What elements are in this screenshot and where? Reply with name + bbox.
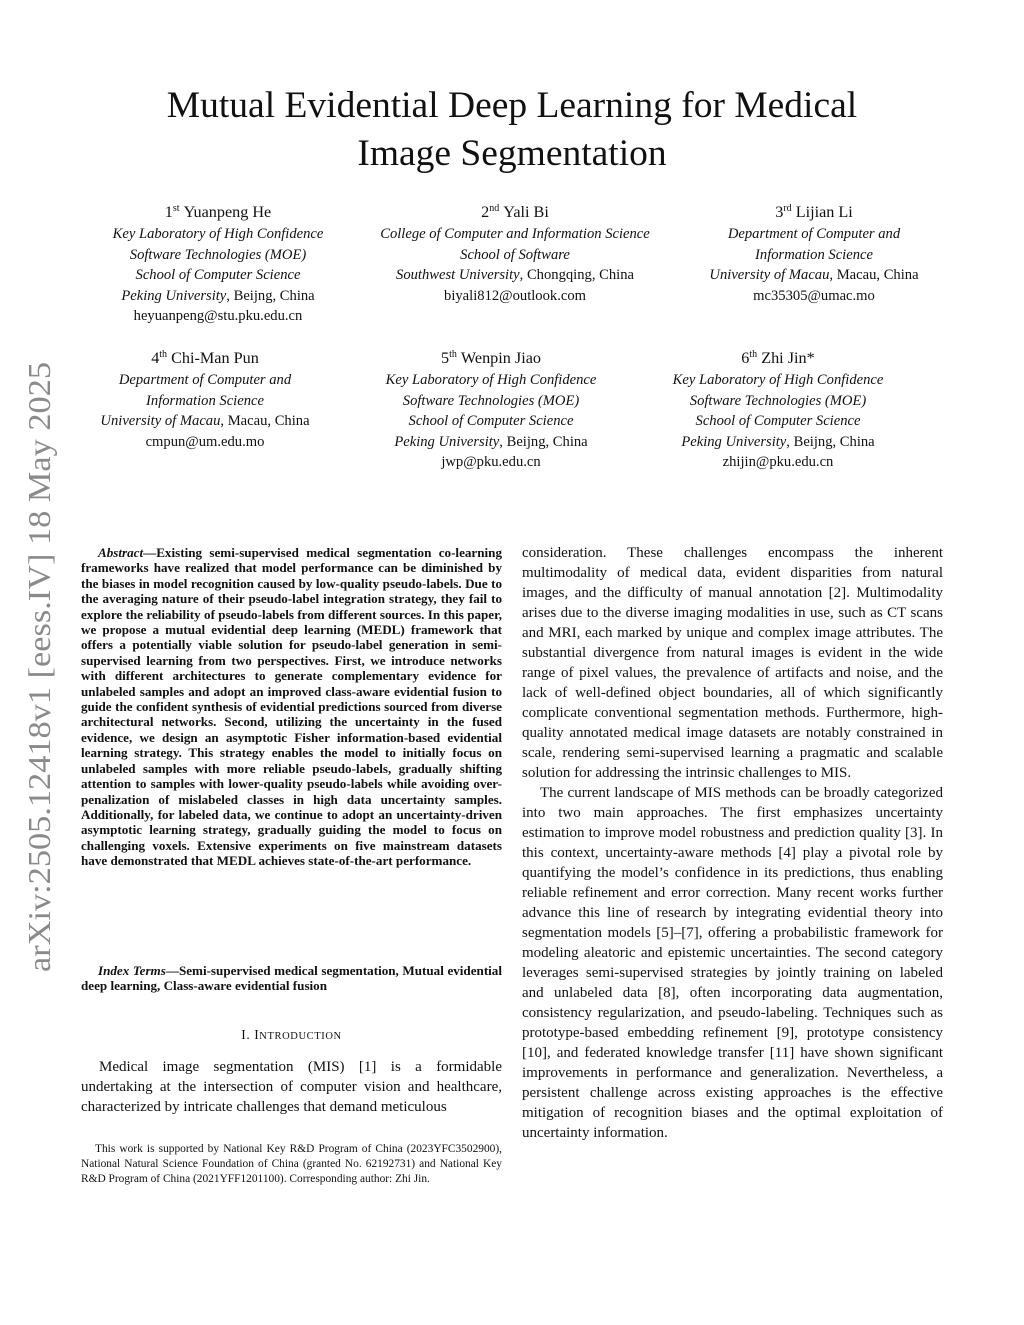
author-name: 3rd Lijian Li — [775, 203, 853, 221]
intro-paragraph-landscape: The current landscape of MIS methods can be broadly categorized into two main approaches. The first emphasizes uncertainty estimation to improve model robustness and prediction quality [3]. In this context, uncertainty-aware methods [4] play a pivotal role by quantifying the model’s confidence in its predictions, thus enabling reliable refinement and error correction. Many recent works further advance this line of research by integrating evidential theory into segmentation models [5]–[7], offering a probabilistic framework for modeling aleatoric and epistemic uncertainties. The second category leverages semi-supervised strategies by jointly training on labeled and unlabeled data [8], often incorporating data augmentation, consistency regularization, and pseudo-labeling. Techniques such as prototype-based embedding refinement [9], prototype consistency [10], and federated knowledge transfer [11] have shown significant improvements in performance and generalization. Nevertheless, a persistent challenge across existing approaches is the effective mitigation of recognition biases and the optimal exploitation of uncertainty information. — [522, 785, 943, 1141]
author-name: 2nd Yali Bi — [481, 203, 549, 221]
author-block-6: 6th Zhi Jin* Key Laboratory of High Confidence Software Technologies (MOE) School of Computer Science Peking University, Beijng, China zhijin@pku.edu.cn — [648, 348, 908, 473]
abstract — [81, 545, 502, 869]
author-block-4: 4th Chi-Man Pun Department of Computer and Information Science University of Macau, Macau, China cmpun@um.edu.mo — [75, 348, 335, 452]
author-email: jwp@pku.edu.cn — [441, 454, 541, 471]
title-line-1: Mutual Evidential Deep Learning for Medical — [166, 85, 858, 126]
author-name: 4th Chi-Man Pun — [151, 349, 259, 367]
author-email: biyali812@outlook.com — [444, 287, 586, 304]
abstract-label: Abstract — [98, 545, 144, 560]
arxiv-sidebar — [20, 360, 60, 972]
author-block-5: 5th Wenpin Jiao Key Laboratory of High Confidence Software Technologies (MOE) School of Computer Science Peking University, Beijng, China jwp@pku.edu.cn — [361, 348, 621, 473]
right-column-text — [522, 543, 943, 1143]
author-email: heyuanpeng@stu.pku.edu.cn — [133, 308, 303, 325]
index-terms — [81, 963, 502, 994]
author-name: 5th Wenpin Jiao — [441, 349, 541, 367]
arxiv-id: arXiv:2505.12418v1 [eess.IV] 18 May 2025 — [21, 403, 57, 972]
author-name: 6th Zhi Jin* — [741, 349, 815, 367]
author-email: zhijin@pku.edu.cn — [722, 454, 834, 471]
author-email: mc35305@umac.mo — [753, 287, 875, 304]
paper-title — [80, 82, 944, 178]
funding-footnote: This work is supported by National Key R&D Program of China (2023YFC3502900), National Natural Science Foundation of China (granted No. 62192731) and National Key R&D Program of China (2021YFF1201100). Corresponding author: Zhi Jin. — [81, 1143, 502, 1185]
title-line-2: Image Segmentation — [357, 133, 667, 174]
intro-paragraph-continued: consideration. These challenges encompass the inherent multimodality of medical data, evident disparities from natural images, and the difficulty of manual annotation [2]. Multimodality arises due to the diverse imaging modalities in use, such as CT scans and MRI, each marked by unique and complex image attributes. The substantial divergence from natural images is evident in the wide range of pixel values, the prevalence of artifacts and noise, and the lack of well-defined object boundaries, all of which significantly complicate conventional segmentation methods. Furthermore, high-quality annotated medical image datasets are notably constrained in scale, rendering semi-supervised learning a pragmatic and scalable solution for addressing the intrinsic challenges to MIS. — [522, 545, 943, 781]
author-block-1: 1st Yuanpeng He Key Laboratory of High Confidence Software Technologies (MOE) School of Computer Science Peking University, Beijng, China heyuanpeng@stu.pku.edu.cn — [88, 202, 348, 327]
index-terms-text: —Semi-supervised medical segmentation, Mutual evidential deep learning, Class-aware evidential fusion — [81, 963, 502, 994]
author-email: cmpun@um.edu.mo — [145, 433, 265, 450]
section-heading-introduction: I. INTRODUCTION — [241, 1027, 342, 1042]
author-name: 1st Yuanpeng He — [164, 203, 272, 221]
author-block-3: 3rd Lijian Li Department of Computer and Information Science University of Macau, Macau, China mc35305@umac.mo — [684, 202, 944, 306]
intro-paragraph-left: Medical image segmentation (MIS) [1] is a formidable undertaking at the intersection of computer vision and healthcare, characterized by intricate challenges that demand meticulous — [81, 1059, 502, 1115]
abstract-text: —Existing semi-supervised medical segmentation co-learning frameworks have realized that model performance can be diminished by the biases in model recognition caused by low-quality pseudo-labels. Due to the averaging nature of their pseudo-label integration strategy, they fail to explore the reliability of pseudo-labels from different sources. In this paper, we propose a mutual evidential deep learning (MEDL) framework that offers a potentially viable solution for pseudo-label generation in semi-supervised learning from two perspectives. First, we introduce networks with different architectures to generate complementary evidence for unlabeled samples and adopt an improved class-aware evidential fusion to guide the confident synthesis of evidential predictions sourced from diverse architectural networks. Second, utilizing the uncertainty in the fused evidence, we design an asymptotic Fisher information-based evidential learning strategy. This strategy enables the model to initially focus on unlabeled samples with more reliable pseudo-labels, gradually shifting attention to samples with lower-quality pseudo-labels while avoiding over-penalization of mislabeled classes in high data uncertainty samples. Additionally, for labeled data, we continue to adopt an uncertainty-driven asymptotic learning strategy, gradually guiding the model to focus on challenging voxels. Extensive experiments on five mainstream datasets have demonstrated that MEDL achieves state-of-the-art performance. — [81, 545, 502, 869]
author-block-2: 2nd Yali Bi College of Computer and Information Science School of Software Southwest University, Chongqing, China biyali812@outlook.com — [350, 202, 680, 306]
index-terms-label: Index Terms — [98, 963, 166, 978]
